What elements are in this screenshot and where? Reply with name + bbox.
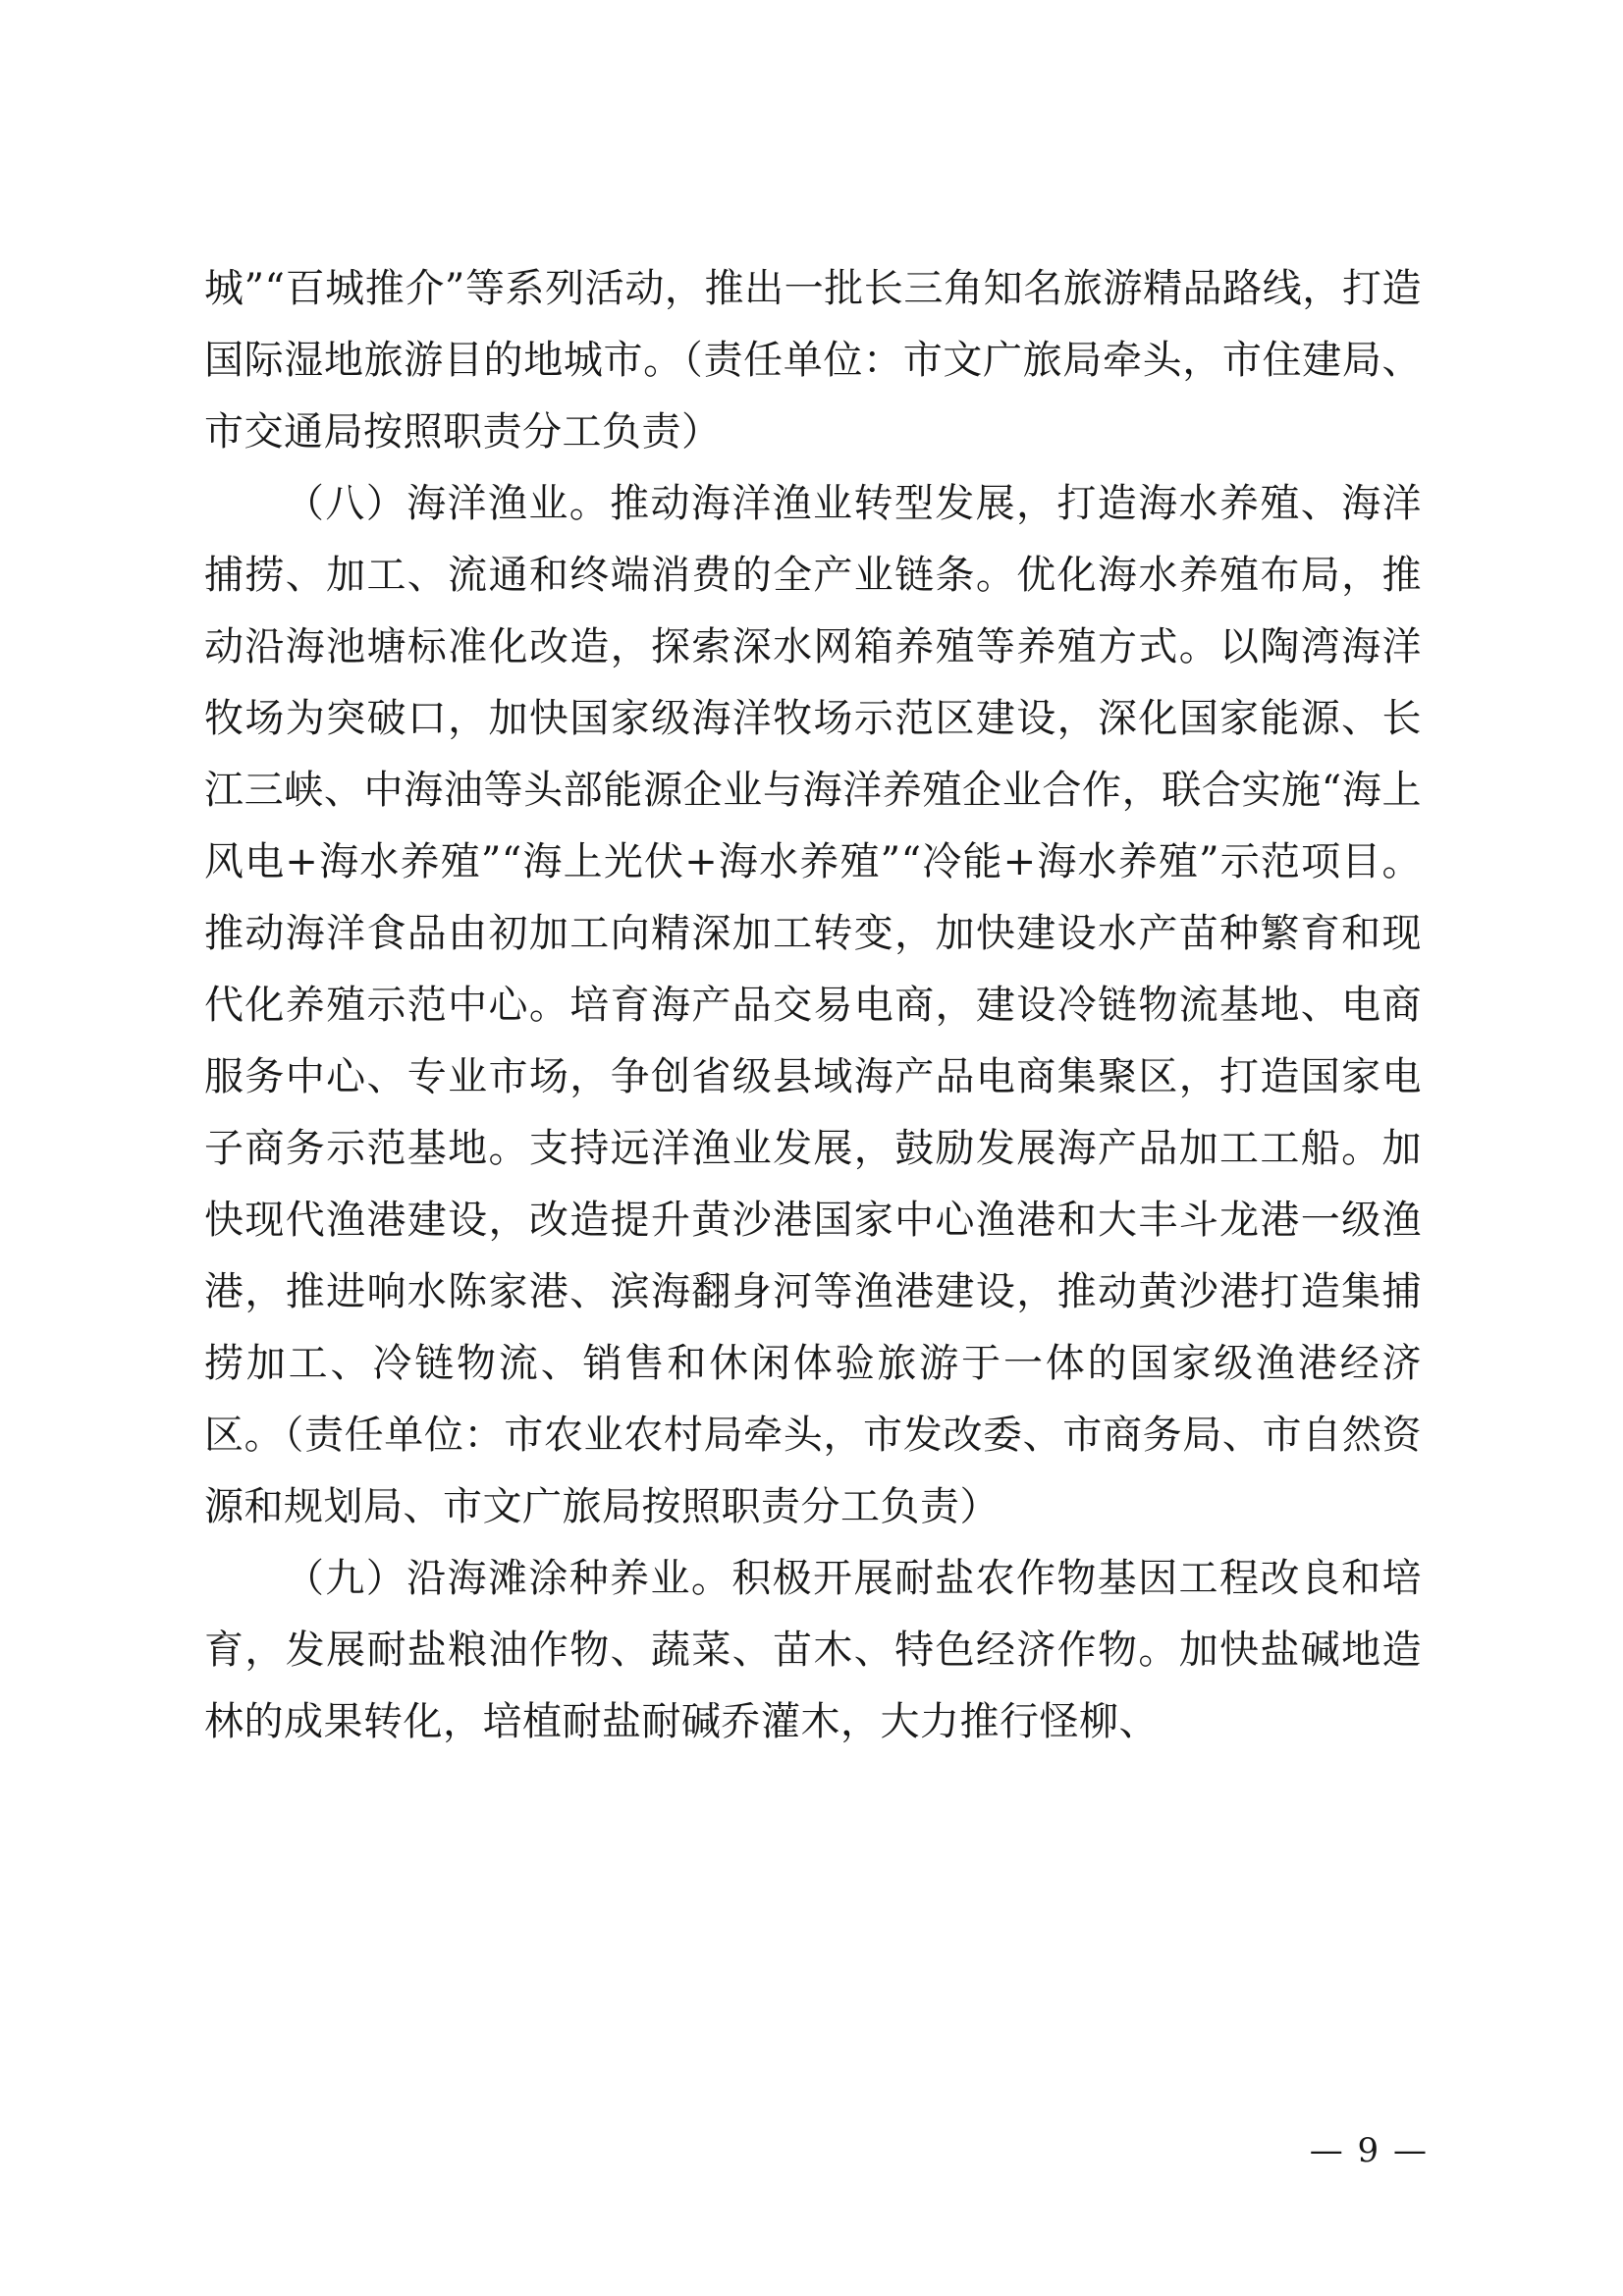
paragraph-section-8-marine-fishery: （八）海洋渔业。推动海洋渔业转型发展，打造海水养殖、海洋捕捞、加工、流通和终端消费的全产业链条。优化海水养殖布局，推动沿海池塘标准化改造，探索深水网箱养殖等养殖方式。以陶湾海洋牧场为突破口，加快国家级海洋牧场示范区建设，深化国家能源、长江三峡、中海油等头部能源企业与海洋养殖企业合作，联合实施“海上风电+海水养殖”“海上光伏+海水养殖”“冷能+海水养殖”示范项目。推动海洋食品由初加工向精深加工转变，加快建设水产苗种繁育和现代化养殖示范中心。培育海产品交易电商，建设冷链物流基地、电商服务中心、专业市场，争创省级县域海产品电商集聚区，打造国家电子商务示范基地。支持远洋渔业发展，鼓励发展海产品加工工船。加快现代渔港建设，改造提升黄沙港国家中心渔港和大丰斗龙港一级渔港，推进响水陈家港、滨海翻身河等渔港建设，推动黄沙港打造集捕捞加工、冷链物流、销售和休闲体验旅游于一体的国家级渔港经济区。（责任单位：市农业农村局牵头，市发改委、市商务局、市自然资源和规划局、市文广旅局按照职责分工负责） [204,481,1422,1529]
document-body [204,253,1422,1758]
paragraph-continuation: 城”“百城推介”等系列活动，推出一批长三角知名旅游精品路线，打造国际湿地旅游目的地城市。（责任单位：市文广旅局牵头，市住建局、市交通局按照职责分工负责） [204,266,1422,454]
paragraph-section-9-coastal-tidal-flat: （九）沿海滩涂种养业。积极开展耐盐农作物基因工程改良和培育，发展耐盐粮油作物、蔬菜、苗木、特色经济作物。加快盐碱地造林的成果转化，培植耐盐耐碱乔灌木，大力推行怪柳、 [204,1556,1422,1744]
page-number: — 9 — [1309,2131,1429,2170]
